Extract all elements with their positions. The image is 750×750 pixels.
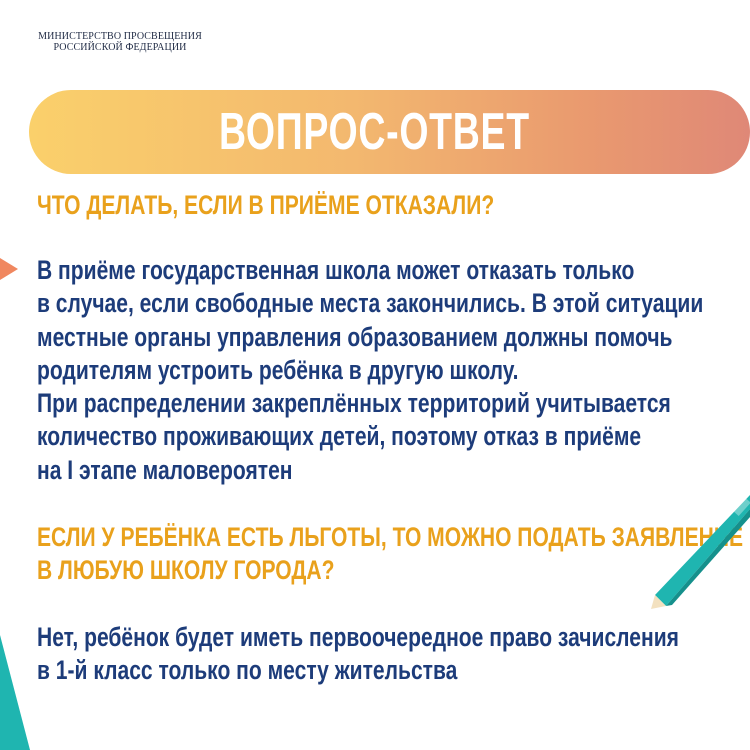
question-2-line: ЕСЛИ У РЕБЁНКА ЕСТЬ ЛЬГОТЫ, ТО МОЖНО ПОДАТЬ ЗАЯВЛЕНИЕ	[37, 522, 744, 552]
question-1-line: ЧТО ДЕЛАТЬ, ЕСЛИ В ПРИЁМЕ ОТКАЗАЛИ?	[37, 190, 495, 220]
pencil-icon	[650, 495, 750, 610]
answer-1-line: родителям устроить ребёнка в другую школу.	[37, 354, 519, 385]
answer-1-line: на I этапе маловероятен	[37, 454, 293, 485]
answer-1-line: количество проживающих детей, поэтому отказ в приёме	[37, 421, 642, 452]
ministry-line-1: МИНИСТЕРСТВО ПРОСВЕЩЕНИЯ	[38, 31, 202, 42]
ministry-line-2: РОССИЙСКОЙ ФЕДЕРАЦИИ	[53, 42, 187, 53]
answer-1-line: При распределении закреплённых территорий учитывается	[37, 388, 671, 419]
answer-1-line: местные органы управления образованием должны помочь	[37, 321, 673, 352]
triangle-icon	[0, 258, 18, 280]
ministry-logo-text	[30, 31, 210, 53]
answer-2-line: в 1-й класс только по месту жительства	[37, 655, 458, 686]
teal-shape-icon	[0, 635, 40, 750]
question-2-line: В ЛЮБУЮ ШКОЛУ ГОРОДА?	[37, 555, 335, 585]
answer-2-line: Нет, ребёнок будет иметь первоочередное право зачисления	[37, 622, 679, 652]
answer-1-line: В приёме государственная школа может отказать только	[37, 255, 635, 285]
answer-2	[37, 621, 679, 688]
question-1	[37, 189, 494, 222]
page-title: ВОПРОС-ОТВЕТ	[219, 103, 530, 161]
answer-1-line: в случае, если свободные места закончились. В этой ситуации	[37, 288, 704, 319]
question-2	[37, 521, 743, 587]
answer-1	[37, 254, 703, 487]
